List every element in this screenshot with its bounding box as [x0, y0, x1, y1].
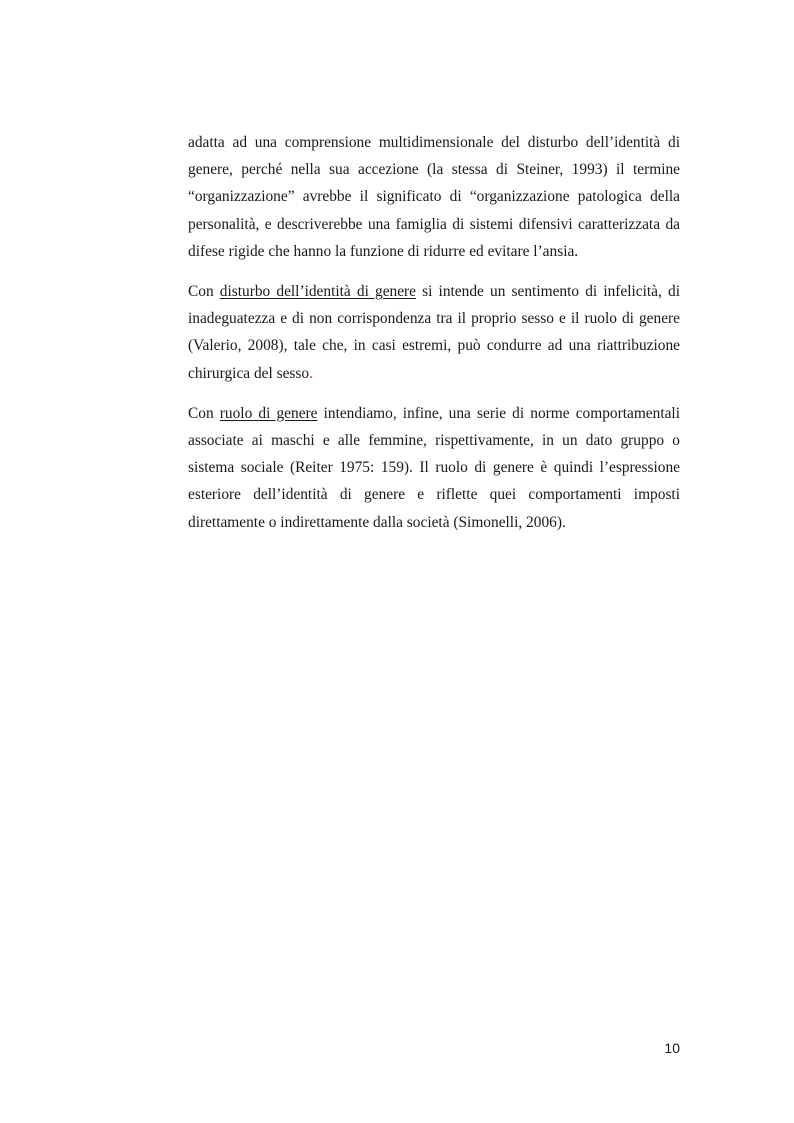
paragraph-disturbo-identita: [188, 278, 680, 387]
paragraph-lead: Con: [188, 404, 220, 422]
paragraph-body: intendiamo, infine, una serie di norme comportamentali associate ai maschi e alle femmine, rispettivamente, in un dato gruppo o sistema sociale (Reiter 1975: 159). Il ruolo di genere è quindi l’espressione esteriore dell’identità di genere e riflette quei comportamenti imposti direttamente o indirettamente dalla società (Simonelli, 2006).: [188, 404, 680, 531]
term-disturbo-identita-genere: disturbo dell’identità di genere: [219, 283, 417, 301]
paragraph-organizzazione: [188, 129, 680, 265]
paragraph-lead: Con: [188, 283, 220, 301]
paragraph-end-period: .: [309, 364, 313, 382]
term-ruolo-genere: ruolo di genere: [219, 404, 318, 422]
paragraph-ruolo-genere: [188, 400, 680, 536]
body-text: [188, 129, 680, 549]
paragraph-text: adatta ad una comprensione multidimensionale del disturbo dell’identità di genere, perché nella sua accezione (la stessa di Steiner, 1993) il termine “organizzazione” avrebbe il significato di “organizzazione patologica della personalità, e descriverebbe una famiglia di sistemi difensivi caratterizzata da difese rigide che hanno la funzione di ridurre ed evitare l’ansia.: [188, 134, 680, 260]
page-number: 10: [664, 1040, 680, 1056]
paragraph-body: si intende un sentimento di infelicità, di inadeguatezza e di non corrispondenza tra il proprio sesso e il ruolo di genere (Valerio, 2008), tale che, in casi estremi, può condurre ad una riattribuzione chirurgica del sesso: [188, 283, 680, 382]
